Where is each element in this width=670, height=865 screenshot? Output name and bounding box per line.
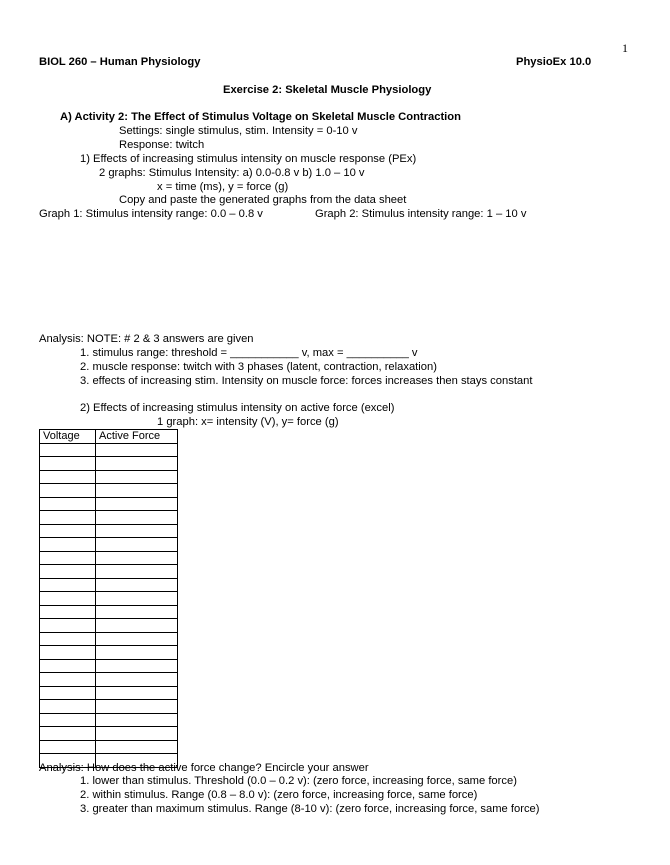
active-force-cell[interactable]	[96, 740, 178, 754]
table-row	[40, 740, 178, 754]
response-line: Response: twitch	[119, 139, 205, 151]
course-title: BIOL 260 – Human Physiology	[39, 56, 201, 68]
answer-item-1: 1. lower than stimulus. Threshold (0.0 – 0.2 v): (zero force, increasing force, same force)	[80, 775, 517, 787]
voltage-cell[interactable]	[40, 632, 96, 646]
voltage-cell[interactable]	[40, 605, 96, 619]
item-2-heading: 2) Effects of increasing stimulus intensity on active force (excel)	[80, 402, 395, 414]
active-force-cell[interactable]	[96, 511, 178, 525]
table-row	[40, 524, 178, 538]
voltage-cell[interactable]	[40, 443, 96, 457]
table-row	[40, 646, 178, 660]
item-2-graph-line: 1 graph: x= intensity (V), y= force (g)	[157, 416, 339, 428]
exercise-title: Exercise 2: Skeletal Muscle Physiology	[223, 84, 432, 96]
voltage-cell[interactable]	[40, 619, 96, 633]
active-force-cell[interactable]	[96, 578, 178, 592]
voltage-cell[interactable]	[40, 470, 96, 484]
active-force-cell[interactable]	[96, 592, 178, 606]
voltage-cell[interactable]	[40, 740, 96, 754]
copy-instruction: Copy and paste the generated graphs from the data sheet	[119, 194, 407, 206]
analysis-note: Analysis: NOTE: # 2 & 3 answers are given	[39, 333, 254, 345]
voltage-cell[interactable]	[40, 497, 96, 511]
table-row	[40, 659, 178, 673]
software-label: PhysioEx 10.0	[516, 56, 592, 68]
table-header-row	[40, 430, 178, 444]
data-table	[39, 429, 178, 768]
active-force-cell[interactable]	[96, 443, 178, 457]
active-force-cell[interactable]	[96, 524, 178, 538]
active-force-cell[interactable]	[96, 700, 178, 714]
table-row	[40, 673, 178, 687]
table-row	[40, 686, 178, 700]
active-force-cell[interactable]	[96, 686, 178, 700]
graphs-line: 2 graphs: Stimulus Intensity: a) 0.0-0.8 v b) 1.0 – 10 v	[99, 167, 365, 179]
voltage-cell[interactable]	[40, 457, 96, 471]
table-row	[40, 713, 178, 727]
answer-item-2: 2. within stimulus. Range (0.8 – 8.0 v): (zero force, increasing force, same force)	[80, 789, 478, 801]
table-row	[40, 592, 178, 606]
active-force-header: Active Force	[96, 430, 178, 444]
voltage-cell[interactable]	[40, 524, 96, 538]
item-1-heading: 1) Effects of increasing stimulus intensity on muscle response (PEx)	[80, 153, 417, 165]
table-row	[40, 484, 178, 498]
voltage-cell[interactable]	[40, 538, 96, 552]
active-force-cell[interactable]	[96, 713, 178, 727]
active-force-cell[interactable]	[96, 484, 178, 498]
table-row	[40, 565, 178, 579]
table-row	[40, 538, 178, 552]
active-force-cell[interactable]	[96, 457, 178, 471]
voltage-cell[interactable]	[40, 659, 96, 673]
analysis-item-3: 3. effects of increasing stim. Intensity on muscle force: forces increases then stays constant	[80, 375, 533, 387]
active-force-cell[interactable]	[96, 497, 178, 511]
voltage-cell[interactable]	[40, 484, 96, 498]
active-force-cell[interactable]	[96, 565, 178, 579]
table-row	[40, 632, 178, 646]
answer-item-3: 3. greater than maximum stimulus. Range (8-10 v): (zero force, increasing force, same force)	[80, 803, 540, 815]
analysis-item-2: 2. muscle response: twitch with 3 phases (latent, contraction, relaxation)	[80, 361, 437, 373]
page-number: 1	[622, 41, 628, 55]
active-force-cell[interactable]	[96, 632, 178, 646]
settings-line: Settings: single stimulus, stim. Intensity = 0-10 v	[119, 125, 358, 137]
graph-2-label: Graph 2: Stimulus intensity range: 1 – 10 v	[315, 208, 527, 220]
active-force-cell[interactable]	[96, 470, 178, 484]
voltage-cell[interactable]	[40, 713, 96, 727]
active-force-cell[interactable]	[96, 673, 178, 687]
active-force-cell[interactable]	[96, 659, 178, 673]
analysis-question: Analysis: How does the active force change? Encircle your answer	[39, 762, 369, 774]
table-row	[40, 457, 178, 471]
table-row	[40, 470, 178, 484]
table-body	[40, 443, 178, 767]
voltage-cell[interactable]	[40, 700, 96, 714]
voltage-cell[interactable]	[40, 646, 96, 660]
voltage-cell[interactable]	[40, 565, 96, 579]
table-row	[40, 700, 178, 714]
voltage-cell[interactable]	[40, 592, 96, 606]
voltage-cell[interactable]	[40, 727, 96, 741]
table-row	[40, 619, 178, 633]
analysis-item-1: 1. stimulus range: threshold = ___________ v, max = __________ v	[80, 347, 418, 359]
active-force-cell[interactable]	[96, 538, 178, 552]
active-force-cell[interactable]	[96, 551, 178, 565]
active-force-cell[interactable]	[96, 727, 178, 741]
voltage-cell[interactable]	[40, 686, 96, 700]
voltage-cell[interactable]	[40, 551, 96, 565]
table-row	[40, 443, 178, 457]
active-force-cell[interactable]	[96, 646, 178, 660]
axes-line: x = time (ms), y = force (g)	[157, 181, 289, 193]
table-row	[40, 578, 178, 592]
voltage-cell[interactable]	[40, 673, 96, 687]
table-row	[40, 551, 178, 565]
voltage-header: Voltage	[40, 430, 96, 444]
table-row	[40, 511, 178, 525]
active-force-cell[interactable]	[96, 619, 178, 633]
voltage-cell[interactable]	[40, 511, 96, 525]
voltage-cell[interactable]	[40, 578, 96, 592]
active-force-cell[interactable]	[96, 605, 178, 619]
graph-1-label: Graph 1: Stimulus intensity range: 0.0 – 0.8 v	[39, 208, 263, 220]
table-row	[40, 727, 178, 741]
activity-heading: A) Activity 2: The Effect of Stimulus Voltage on Skeletal Muscle Contraction	[60, 111, 461, 123]
table-row	[40, 605, 178, 619]
table-row	[40, 497, 178, 511]
